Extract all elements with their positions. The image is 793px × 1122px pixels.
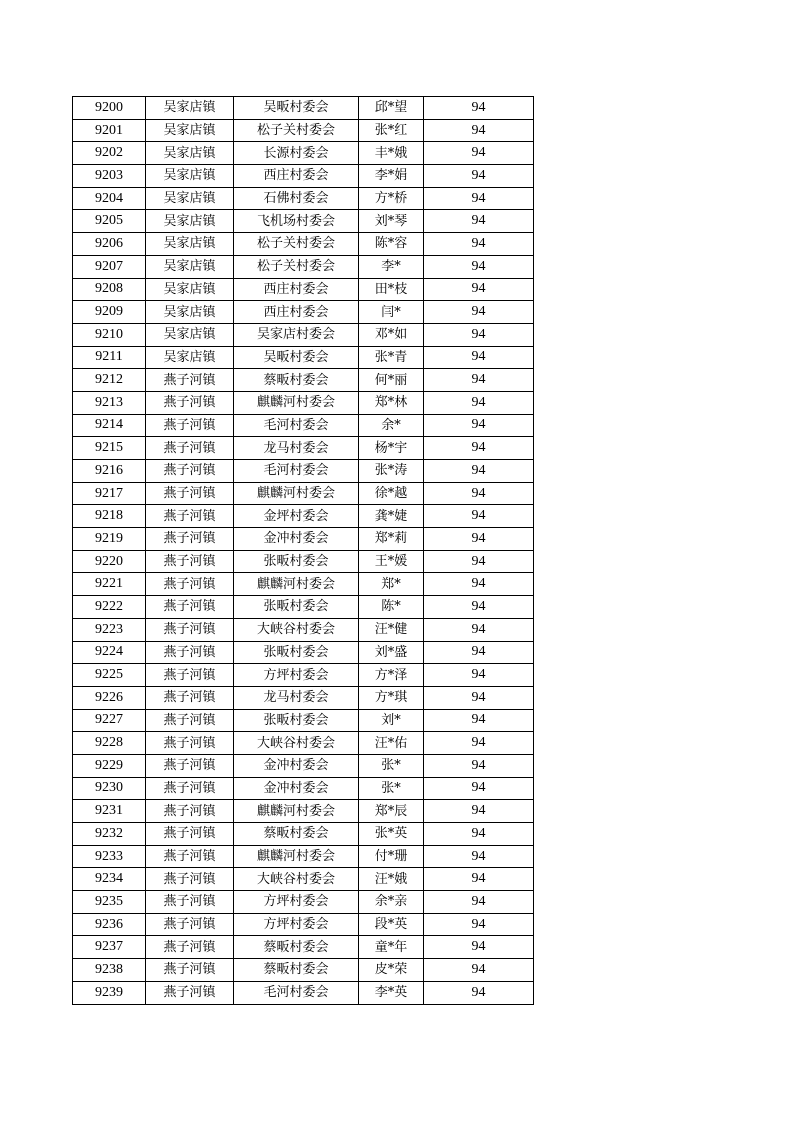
records-table: [72, 96, 534, 1005]
record-id-cell: 9230: [73, 777, 146, 800]
town-cell: 吴家店镇: [146, 233, 234, 256]
person-name-cell: 童*年: [359, 936, 424, 959]
table-row: [73, 255, 534, 278]
record-id-cell: 9223: [73, 618, 146, 641]
person-name-cell: 何*丽: [359, 369, 424, 392]
score-cell: 94: [424, 845, 534, 868]
score-cell: 94: [424, 936, 534, 959]
town-cell: 燕子河镇: [146, 868, 234, 891]
town-cell: 吴家店镇: [146, 301, 234, 324]
village-committee-cell: 张畈村委会: [234, 596, 359, 619]
score-cell: 94: [424, 777, 534, 800]
score-cell: 94: [424, 187, 534, 210]
score-cell: 94: [424, 165, 534, 188]
record-id-cell: 9209: [73, 301, 146, 324]
record-id-cell: 9235: [73, 891, 146, 914]
village-committee-cell: 大峡谷村委会: [234, 618, 359, 641]
town-cell: 燕子河镇: [146, 936, 234, 959]
town-cell: 燕子河镇: [146, 618, 234, 641]
table-row: [73, 278, 534, 301]
score-cell: 94: [424, 732, 534, 755]
town-cell: 燕子河镇: [146, 800, 234, 823]
score-cell: 94: [424, 482, 534, 505]
town-cell: 燕子河镇: [146, 528, 234, 551]
town-cell: 吴家店镇: [146, 97, 234, 120]
table-row: [73, 732, 534, 755]
person-name-cell: 张*红: [359, 119, 424, 142]
town-cell: 吴家店镇: [146, 346, 234, 369]
table-row: [73, 573, 534, 596]
person-name-cell: 段*英: [359, 913, 424, 936]
town-cell: 燕子河镇: [146, 981, 234, 1004]
table-row: [73, 618, 534, 641]
score-cell: 94: [424, 460, 534, 483]
table-row: [73, 823, 534, 846]
table-row: [73, 119, 534, 142]
town-cell: 燕子河镇: [146, 414, 234, 437]
score-cell: 94: [424, 119, 534, 142]
village-committee-cell: 麒麟河村委会: [234, 482, 359, 505]
village-committee-cell: 麒麟河村委会: [234, 845, 359, 868]
record-id-cell: 9215: [73, 437, 146, 460]
person-name-cell: 陈*容: [359, 233, 424, 256]
table-row: [73, 709, 534, 732]
town-cell: 吴家店镇: [146, 255, 234, 278]
table-row: [73, 142, 534, 165]
village-committee-cell: 毛河村委会: [234, 414, 359, 437]
village-committee-cell: 蔡畈村委会: [234, 936, 359, 959]
town-cell: 吴家店镇: [146, 278, 234, 301]
record-id-cell: 9220: [73, 550, 146, 573]
table-row: [73, 323, 534, 346]
record-id-cell: 9222: [73, 596, 146, 619]
table-row: [73, 460, 534, 483]
score-cell: 94: [424, 641, 534, 664]
person-name-cell: 余*: [359, 414, 424, 437]
table-row: [73, 596, 534, 619]
person-name-cell: 郑*辰: [359, 800, 424, 823]
record-id-cell: 9210: [73, 323, 146, 346]
village-committee-cell: 金冲村委会: [234, 754, 359, 777]
table-row: [73, 346, 534, 369]
village-committee-cell: 方坪村委会: [234, 913, 359, 936]
village-committee-cell: 松子关村委会: [234, 233, 359, 256]
table-row: [73, 97, 534, 120]
records-table-body: [73, 97, 534, 1005]
score-cell: 94: [424, 346, 534, 369]
person-name-cell: 汪*娥: [359, 868, 424, 891]
village-committee-cell: 麒麟河村委会: [234, 391, 359, 414]
score-cell: 94: [424, 278, 534, 301]
score-cell: 94: [424, 709, 534, 732]
person-name-cell: 方*琪: [359, 686, 424, 709]
town-cell: 燕子河镇: [146, 596, 234, 619]
record-id-cell: 9234: [73, 868, 146, 891]
town-cell: 吴家店镇: [146, 187, 234, 210]
score-cell: 94: [424, 414, 534, 437]
town-cell: 燕子河镇: [146, 505, 234, 528]
score-cell: 94: [424, 550, 534, 573]
score-cell: 94: [424, 800, 534, 823]
person-name-cell: 李*英: [359, 981, 424, 1004]
village-committee-cell: 蔡畈村委会: [234, 369, 359, 392]
town-cell: 燕子河镇: [146, 391, 234, 414]
person-name-cell: 郑*: [359, 573, 424, 596]
record-id-cell: 9236: [73, 913, 146, 936]
score-cell: 94: [424, 573, 534, 596]
record-id-cell: 9217: [73, 482, 146, 505]
table-row: [73, 301, 534, 324]
table-row: [73, 641, 534, 664]
town-cell: 燕子河镇: [146, 823, 234, 846]
table-row: [73, 936, 534, 959]
table-row: [73, 891, 534, 914]
record-id-cell: 9239: [73, 981, 146, 1004]
score-cell: 94: [424, 255, 534, 278]
person-name-cell: 余*亲: [359, 891, 424, 914]
record-id-cell: 9216: [73, 460, 146, 483]
table-row: [73, 505, 534, 528]
record-id-cell: 9207: [73, 255, 146, 278]
record-id-cell: 9212: [73, 369, 146, 392]
table-row: [73, 210, 534, 233]
town-cell: 燕子河镇: [146, 845, 234, 868]
person-name-cell: 邓*如: [359, 323, 424, 346]
town-cell: 燕子河镇: [146, 686, 234, 709]
score-cell: 94: [424, 528, 534, 551]
table-row: [73, 845, 534, 868]
record-id-cell: 9206: [73, 233, 146, 256]
record-id-cell: 9208: [73, 278, 146, 301]
record-id-cell: 9201: [73, 119, 146, 142]
score-cell: 94: [424, 686, 534, 709]
person-name-cell: 付*珊: [359, 845, 424, 868]
record-id-cell: 9238: [73, 959, 146, 982]
village-committee-cell: 石佛村委会: [234, 187, 359, 210]
village-committee-cell: 长源村委会: [234, 142, 359, 165]
village-committee-cell: 龙马村委会: [234, 686, 359, 709]
record-id-cell: 9231: [73, 800, 146, 823]
table-row: [73, 391, 534, 414]
village-committee-cell: 松子关村委会: [234, 119, 359, 142]
town-cell: 燕子河镇: [146, 709, 234, 732]
town-cell: 燕子河镇: [146, 664, 234, 687]
score-cell: 94: [424, 981, 534, 1004]
town-cell: 燕子河镇: [146, 732, 234, 755]
village-committee-cell: 金坪村委会: [234, 505, 359, 528]
record-id-cell: 9205: [73, 210, 146, 233]
table-row: [73, 414, 534, 437]
score-cell: 94: [424, 913, 534, 936]
person-name-cell: 方*泽: [359, 664, 424, 687]
score-cell: 94: [424, 664, 534, 687]
record-id-cell: 9200: [73, 97, 146, 120]
table-row: [73, 369, 534, 392]
town-cell: 燕子河镇: [146, 573, 234, 596]
score-cell: 94: [424, 301, 534, 324]
town-cell: 吴家店镇: [146, 119, 234, 142]
village-committee-cell: 毛河村委会: [234, 460, 359, 483]
table-row: [73, 981, 534, 1004]
village-committee-cell: 吴家店村委会: [234, 323, 359, 346]
score-cell: 94: [424, 891, 534, 914]
person-name-cell: 汪*佑: [359, 732, 424, 755]
record-id-cell: 9237: [73, 936, 146, 959]
score-cell: 94: [424, 323, 534, 346]
village-committee-cell: 金冲村委会: [234, 528, 359, 551]
village-committee-cell: 大峡谷村委会: [234, 868, 359, 891]
village-committee-cell: 龙马村委会: [234, 437, 359, 460]
record-id-cell: 9229: [73, 754, 146, 777]
person-name-cell: 龚*婕: [359, 505, 424, 528]
village-committee-cell: 麒麟河村委会: [234, 573, 359, 596]
record-id-cell: 9221: [73, 573, 146, 596]
village-committee-cell: 方坪村委会: [234, 891, 359, 914]
person-name-cell: 闫*: [359, 301, 424, 324]
person-name-cell: 王*媛: [359, 550, 424, 573]
table-row: [73, 777, 534, 800]
village-committee-cell: 张畈村委会: [234, 550, 359, 573]
town-cell: 燕子河镇: [146, 913, 234, 936]
record-id-cell: 9232: [73, 823, 146, 846]
score-cell: 94: [424, 391, 534, 414]
town-cell: 燕子河镇: [146, 777, 234, 800]
village-committee-cell: 飞机场村委会: [234, 210, 359, 233]
score-cell: 94: [424, 618, 534, 641]
score-cell: 94: [424, 210, 534, 233]
record-id-cell: 9228: [73, 732, 146, 755]
table-row: [73, 686, 534, 709]
record-id-cell: 9203: [73, 165, 146, 188]
town-cell: 吴家店镇: [146, 323, 234, 346]
table-row: [73, 868, 534, 891]
person-name-cell: 李*: [359, 255, 424, 278]
town-cell: 燕子河镇: [146, 550, 234, 573]
person-name-cell: 田*枝: [359, 278, 424, 301]
table-row: [73, 550, 534, 573]
score-cell: 94: [424, 97, 534, 120]
table-row: [73, 913, 534, 936]
town-cell: 吴家店镇: [146, 142, 234, 165]
record-id-cell: 9211: [73, 346, 146, 369]
village-committee-cell: 松子关村委会: [234, 255, 359, 278]
village-committee-cell: 吴畈村委会: [234, 97, 359, 120]
table-row: [73, 959, 534, 982]
town-cell: 燕子河镇: [146, 437, 234, 460]
village-committee-cell: 西庄村委会: [234, 165, 359, 188]
person-name-cell: 杨*宇: [359, 437, 424, 460]
score-cell: 94: [424, 596, 534, 619]
person-name-cell: 汪*健: [359, 618, 424, 641]
table-row: [73, 437, 534, 460]
score-cell: 94: [424, 823, 534, 846]
town-cell: 燕子河镇: [146, 369, 234, 392]
person-name-cell: 张*: [359, 754, 424, 777]
record-id-cell: 9214: [73, 414, 146, 437]
person-name-cell: 丰*娥: [359, 142, 424, 165]
person-name-cell: 刘*琴: [359, 210, 424, 233]
table-row: [73, 528, 534, 551]
score-cell: 94: [424, 959, 534, 982]
score-cell: 94: [424, 437, 534, 460]
village-committee-cell: 西庄村委会: [234, 278, 359, 301]
town-cell: 燕子河镇: [146, 641, 234, 664]
table-row: [73, 800, 534, 823]
village-committee-cell: 麒麟河村委会: [234, 800, 359, 823]
record-id-cell: 9225: [73, 664, 146, 687]
village-committee-cell: 张畈村委会: [234, 641, 359, 664]
score-cell: 94: [424, 369, 534, 392]
record-id-cell: 9204: [73, 187, 146, 210]
person-name-cell: 刘*: [359, 709, 424, 732]
score-cell: 94: [424, 505, 534, 528]
town-cell: 吴家店镇: [146, 165, 234, 188]
record-id-cell: 9233: [73, 845, 146, 868]
town-cell: 燕子河镇: [146, 482, 234, 505]
record-id-cell: 9224: [73, 641, 146, 664]
town-cell: 吴家店镇: [146, 210, 234, 233]
person-name-cell: 张*英: [359, 823, 424, 846]
village-committee-cell: 张畈村委会: [234, 709, 359, 732]
score-cell: 94: [424, 142, 534, 165]
person-name-cell: 张*: [359, 777, 424, 800]
person-name-cell: 邱*望: [359, 97, 424, 120]
record-id-cell: 9227: [73, 709, 146, 732]
score-cell: 94: [424, 754, 534, 777]
village-committee-cell: 大峡谷村委会: [234, 732, 359, 755]
table-row: [73, 165, 534, 188]
village-committee-cell: 金冲村委会: [234, 777, 359, 800]
table-row: [73, 482, 534, 505]
table-row: [73, 754, 534, 777]
record-id-cell: 9213: [73, 391, 146, 414]
village-committee-cell: 毛河村委会: [234, 981, 359, 1004]
town-cell: 燕子河镇: [146, 754, 234, 777]
village-committee-cell: 西庄村委会: [234, 301, 359, 324]
score-cell: 94: [424, 868, 534, 891]
village-committee-cell: 吴畈村委会: [234, 346, 359, 369]
person-name-cell: 方*桥: [359, 187, 424, 210]
person-name-cell: 李*娟: [359, 165, 424, 188]
person-name-cell: 陈*: [359, 596, 424, 619]
record-id-cell: 9218: [73, 505, 146, 528]
record-id-cell: 9219: [73, 528, 146, 551]
town-cell: 燕子河镇: [146, 959, 234, 982]
table-row: [73, 664, 534, 687]
person-name-cell: 张*青: [359, 346, 424, 369]
person-name-cell: 刘*盛: [359, 641, 424, 664]
score-cell: 94: [424, 233, 534, 256]
record-id-cell: 9226: [73, 686, 146, 709]
town-cell: 燕子河镇: [146, 460, 234, 483]
village-committee-cell: 方坪村委会: [234, 664, 359, 687]
person-name-cell: 张*涛: [359, 460, 424, 483]
village-committee-cell: 蔡畈村委会: [234, 823, 359, 846]
person-name-cell: 郑*林: [359, 391, 424, 414]
person-name-cell: 郑*莉: [359, 528, 424, 551]
person-name-cell: 皮*荣: [359, 959, 424, 982]
person-name-cell: 徐*越: [359, 482, 424, 505]
table-row: [73, 233, 534, 256]
table-row: [73, 187, 534, 210]
town-cell: 燕子河镇: [146, 891, 234, 914]
record-id-cell: 9202: [73, 142, 146, 165]
village-committee-cell: 蔡畈村委会: [234, 959, 359, 982]
